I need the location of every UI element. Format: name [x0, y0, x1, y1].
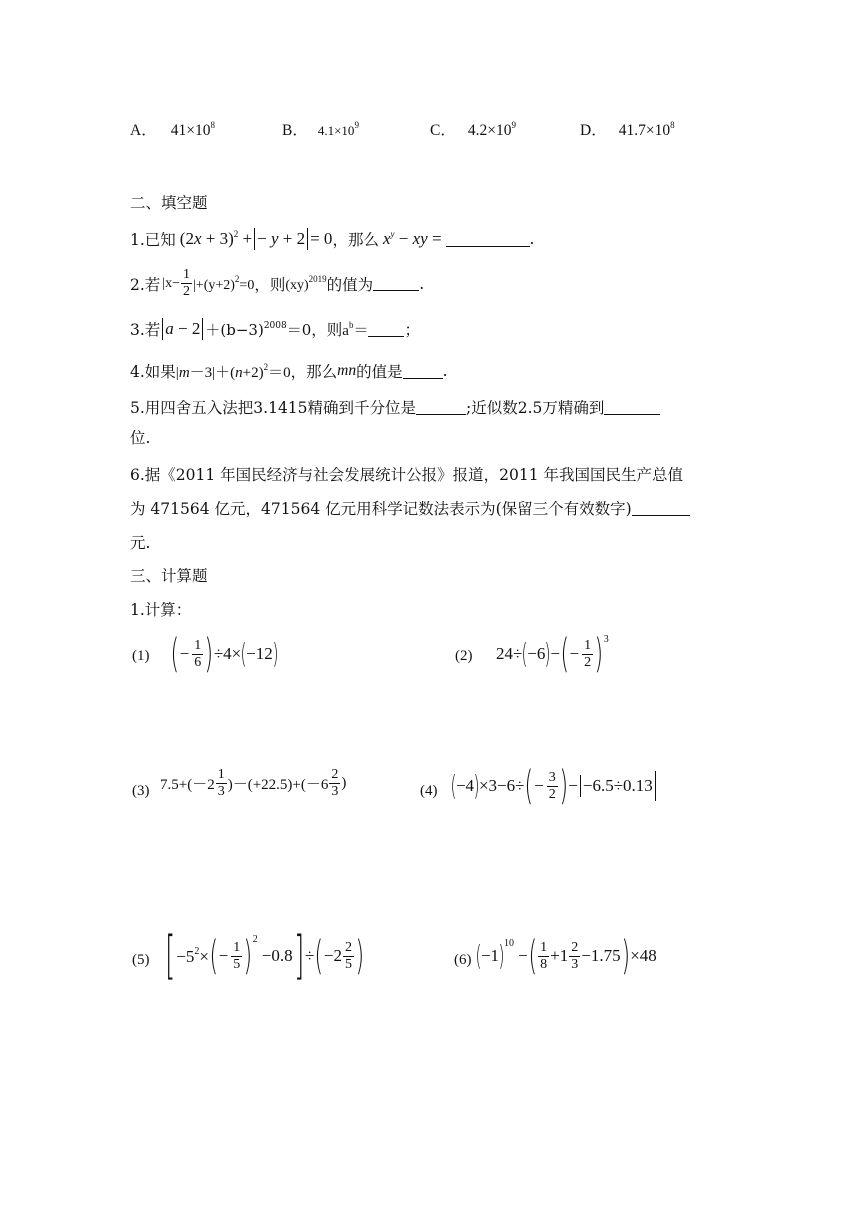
fill-q2-expr-c: (xy)$^{2019}$ — [285, 273, 327, 293]
calc-label-5: (5) — [132, 952, 150, 968]
calc-p3-end: ) — [341, 775, 347, 791]
left-bracket-icon: [ — [165, 926, 176, 986]
right-paren-icon: ) — [204, 631, 214, 677]
fill-q6-text: 为 471564 亿元，471564 亿元用科学记数法表示为(保留三个有效数字) — [130, 500, 632, 518]
left-paren-icon: ( — [450, 769, 457, 802]
section-calc-title: 三、计算题 — [130, 567, 208, 585]
calc-problem-4: ( −4 ) ×3−6÷ ( − $\frac{3}{2}$ ) − −6.5÷0.13 — [451, 766, 658, 806]
choice-c — [430, 118, 516, 140]
calc-p3-text: 7.5+(－2 — [160, 777, 215, 793]
fill-q6-line3: 元. — [130, 534, 151, 552]
abs-bar-icon — [254, 228, 255, 250]
right-bracket-icon: ] — [293, 926, 304, 986]
left-paren-icon: ( — [560, 631, 570, 677]
abs-bar-icon — [162, 318, 163, 340]
fill-q3-num: 3.若 — [130, 321, 161, 339]
fill-q2 — [130, 268, 424, 299]
fill-q3 — [130, 318, 420, 340]
calc-problem-2: 24÷ ( −6 ) − ( − $\frac{1}{2}$ ) 3 — [496, 631, 609, 677]
fill-q2-then: ，则 — [254, 275, 286, 294]
fill-q1-blank[interactable] — [446, 232, 530, 247]
calc-label-2: (2) — [455, 648, 473, 664]
choice-a-value: 41×10 — [170, 122, 211, 139]
fill-q5-text: 5.用四舍五入法把3.1415精确到千分位是 — [130, 399, 417, 417]
fill-q2-expr-b: $|+(y+2)^2=0$ — [193, 273, 255, 293]
fill-q4-mn: mn — [337, 362, 357, 379]
fill-q6-line2 — [130, 497, 690, 519]
fill-q5-mid: ;近似数2.5万精确到 — [466, 399, 605, 417]
fill-q1-end: . — [529, 230, 535, 248]
choice-b — [282, 118, 359, 140]
fill-q5-line2: 位. — [130, 429, 151, 447]
fill-q6-line1: 6.据《2011 年国民经济与社会发展统计公报》报道，2011 年我国国民生产总值 — [130, 466, 684, 484]
section-fill-title: 二、填空题 — [130, 194, 208, 212]
fill-q6-blank[interactable] — [632, 501, 690, 516]
right-paren-icon: ) — [243, 933, 253, 979]
left-paren-icon: ( — [240, 637, 247, 670]
choice-b-label: B． — [282, 122, 308, 139]
choice-d-exponent: 8 — [670, 120, 675, 130]
fill-q3-expr-c: $a^b=$ — [342, 319, 369, 339]
left-paren-icon: ( — [524, 763, 534, 809]
fill-q5-line1 — [130, 396, 660, 418]
choice-c-label: C． — [430, 122, 456, 139]
calc-label-1: (1) — [132, 648, 150, 664]
fill-q4 — [130, 360, 448, 382]
fill-q2-exponent: 2019 — [308, 273, 327, 284]
choice-a — [130, 118, 215, 140]
left-paren-icon: ( — [170, 631, 180, 677]
fill-q5-blank-2[interactable] — [604, 400, 660, 415]
choice-d-label: D． — [580, 122, 607, 139]
choice-b-value: 4.1×10 — [317, 123, 355, 138]
right-paren-icon: ) — [473, 769, 480, 802]
calc-problem-1: ( − $\frac{1}{6}$ ) ÷4× ( −12 ) — [170, 631, 279, 677]
calc-label-4: (4) — [420, 783, 438, 799]
right-paren-icon: ) — [544, 637, 551, 670]
fill-q1-mid: ，那么 — [332, 231, 379, 249]
calc-label-3: (3) — [132, 783, 150, 799]
fill-q4-tail: 的值是 — [356, 363, 403, 381]
calc-problem-3: 7.5+(－2 $\frac{1}{3}$ )－(+22.5)+(－6 $\frac{2}{3}$ ) — [160, 767, 347, 799]
right-paren-icon: ) — [594, 631, 604, 677]
abs-bar-icon — [655, 771, 656, 801]
choice-a-exponent: 8 — [210, 120, 215, 130]
choice-b-exponent: 9 — [354, 120, 359, 130]
fill-q3-expr-b: $+(b-3)^{2008}=0$ — [205, 320, 312, 339]
fill-q1-num: 1.已知 — [130, 231, 176, 249]
fill-q2-num: 2.若 — [130, 275, 161, 294]
fill-q3-end: ； — [404, 321, 420, 339]
fill-q5-blank-1[interactable] — [416, 400, 466, 415]
left-paren-icon: ( — [314, 933, 324, 979]
right-paren-icon: ) — [272, 637, 279, 670]
fill-q1-expr-a: $(2x + 3)^2$ + — [179, 229, 253, 248]
fill-q4-blank[interactable] — [403, 364, 443, 379]
choice-d — [580, 118, 675, 140]
fill-q4-num: 4.如果 — [130, 363, 176, 381]
right-paren-icon: ) — [559, 763, 568, 809]
calc-intro: 1.计算： — [130, 601, 192, 619]
fill-q1-expr-d: $x^y$ − xy = — [382, 229, 442, 248]
fill-q3-expr-a: a − 2 — [165, 319, 201, 338]
left-paren-icon: ( — [209, 933, 219, 979]
left-paren-icon: ( — [528, 933, 537, 979]
fill-q4-end: . — [442, 362, 448, 380]
fill-q2-end: . — [419, 274, 425, 293]
right-paren-icon: ) — [498, 939, 505, 972]
abs-bar-icon — [202, 318, 203, 340]
calc-problem-6: ( −1 ) 10 − ( $\frac{1}{8}$ +1 $\frac{2}{3}$ −1.75 ) ×48 — [475, 933, 657, 979]
fill-q3-then: ，则 — [311, 321, 343, 339]
right-paren-icon: ) — [621, 933, 630, 979]
fill-q2-frac: $\frac{1}{2}$ — [183, 267, 190, 299]
choice-c-exponent: 9 — [511, 120, 516, 130]
fill-q1-expr-c: = 0 — [310, 229, 333, 248]
choice-a-label: A． — [130, 122, 157, 139]
fill-q1 — [130, 228, 534, 250]
fill-q1-expr-b: − y + 2 — [257, 229, 306, 248]
choice-d-value: 41.7×10 — [618, 122, 671, 139]
choice-c-value: 4.2×10 — [467, 122, 512, 139]
fill-q4-then: ，那么 — [290, 363, 338, 381]
left-paren-icon: ( — [475, 939, 482, 972]
left-paren-icon: ( — [521, 637, 528, 670]
fill-q2-tail: 的值为 — [326, 275, 374, 294]
fill-q3-blank[interactable] — [368, 322, 404, 337]
fill-q3-exponent: 2008 — [263, 320, 287, 331]
fill-q2-expr-a: |x− — [162, 275, 180, 291]
calc-p3-mid: )－(+22.5)+(－6 — [227, 777, 329, 793]
right-paren-icon: ) — [355, 933, 365, 979]
calc-problem-5: [ $-5^2\times$ ( − $\frac{1}{5}$ ) 2 −0.8 ] ÷ ( −2 $\frac{2}{5}$ ) — [165, 926, 365, 986]
fill-q4-expr: $|m-3|+(n+2)^2=0$ — [175, 361, 291, 381]
fill-q2-blank[interactable] — [373, 276, 419, 291]
abs-bar-icon — [580, 775, 581, 797]
abs-bar-icon — [307, 228, 308, 250]
calc-label-6: (6) — [454, 952, 472, 968]
